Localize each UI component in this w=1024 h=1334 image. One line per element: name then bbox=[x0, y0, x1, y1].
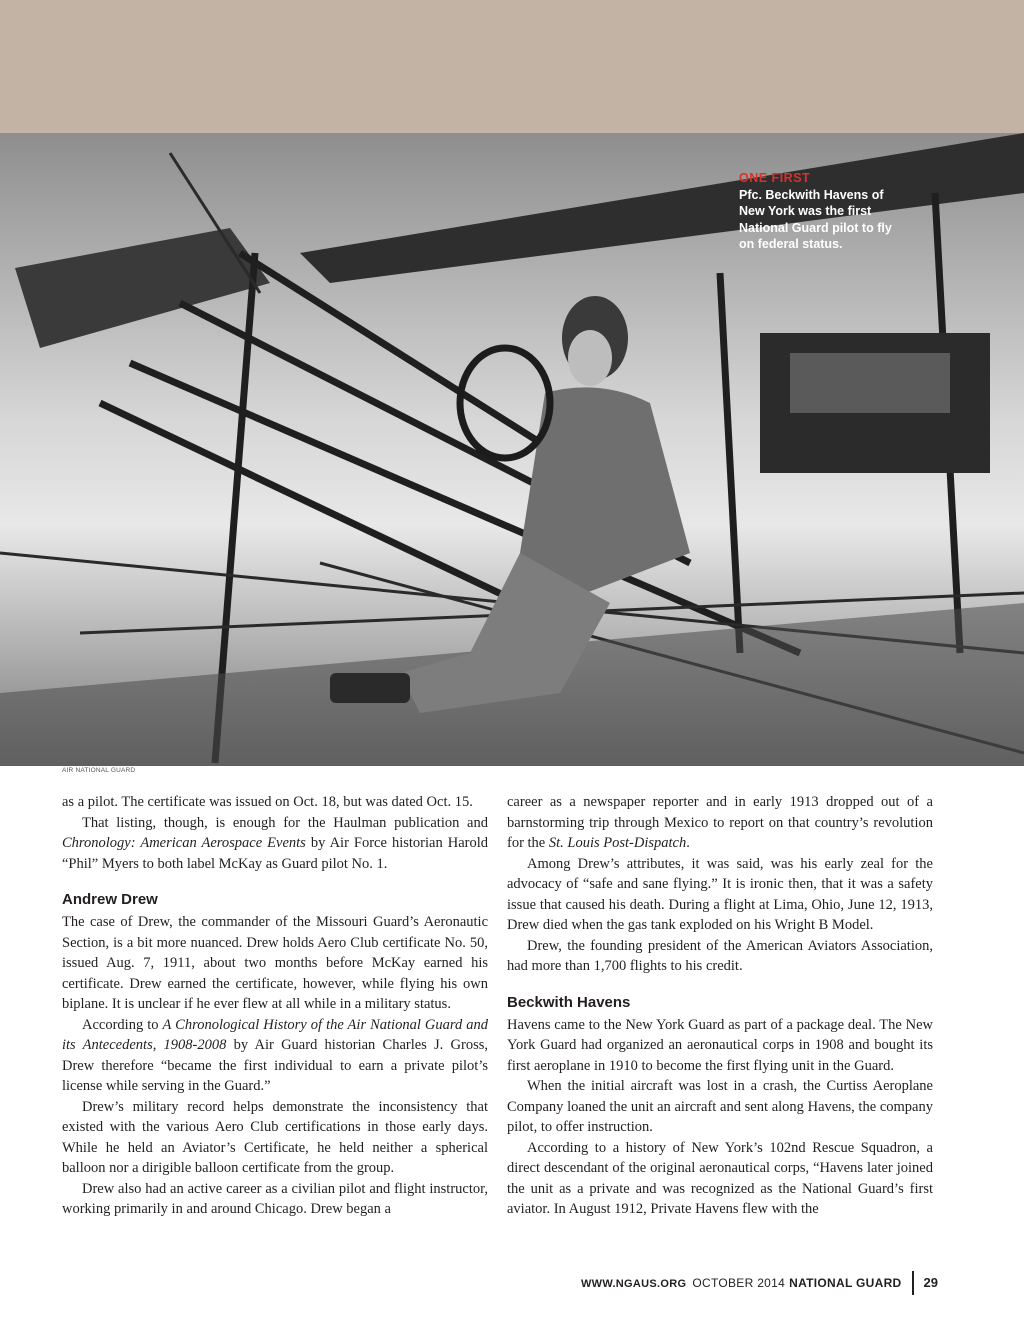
paragraph: The case of Drew, the commander of the Missouri Guard’s Aeronautic Section, is a bit more nuanced. Drew holds Aero Club certificate No. 50, issued Aug. 7, 1911, about two months before McKay earned his certificate. Drew earned the certificate, however, while flying his own biplane. It is unclear if he ever flew at all while in a military status. bbox=[62, 914, 488, 1012]
photo-caption bbox=[739, 170, 909, 253]
paragraph: Among Drew’s attributes, it was said, was his early zeal for the advocacy of “safe and sane flying.” It is ironic then, that it was a safety issue that caused his death. During a flight at Lima, Ohio, June 12, 1913, Drew died when the gas tank exploded on his Wright B Model. bbox=[507, 855, 933, 933]
footer-website: WWW.NGAUS.ORG bbox=[581, 1278, 687, 1290]
paragraph: as a pilot. The certificate was issued on Oct. 18, but was dated Oct. 15. bbox=[62, 794, 473, 810]
photo-credit: AIR NATIONAL GUARD bbox=[62, 767, 136, 774]
paragraph: According to A Chronological History of the Air National Guard and its Antecedents, 1908-2008 by Air Guard historian Charles J. Gross, Drew therefore “became the first individual to earn a private pilot’s license while serving in the Guard.” bbox=[62, 1016, 488, 1094]
section-heading: Andrew Drew bbox=[62, 891, 158, 908]
paragraph: That listing, though, is enough for the Haulman publication and Chronology: American Aerospace Events by Air Force historian Harold “Phil” Myers to both label McKay as Guard pilot No. 1. bbox=[62, 814, 488, 872]
page-number: 29 bbox=[923, 1275, 938, 1290]
page-footer bbox=[581, 1271, 938, 1295]
section-heading: Beckwith Havens bbox=[507, 993, 631, 1011]
footer-divider bbox=[912, 1271, 914, 1295]
footer-issue-date: OCTOBER 2014 bbox=[692, 1276, 786, 1290]
publication-title: A Chronological History of the Air National Guard and its Antecedents, 1908-2008 bbox=[62, 1016, 488, 1053]
caption-text: Pfc. Beckwith Havens of New York was the first National Guard pilot to fly on federal status. bbox=[739, 187, 892, 251]
paragraph: When the initial aircraft was lost in a crash, the Curtiss Aeroplane Company loaned the unit an aircraft and sent along Havens, the company pilot, to offer instruction. bbox=[507, 1078, 933, 1135]
footer-publication: NATIONAL GUARD bbox=[789, 1276, 902, 1290]
paragraph: Drew, the founding president of the American Aviators Association, had more than 1,700 flights to his credit. bbox=[507, 937, 933, 974]
publication-title: St. Louis Post-Dispatch bbox=[548, 835, 687, 851]
paragraph: Drew’s military record helps demonstrate the inconsistency that existed with the various Aero Club certifications in those early days. While he held an Aviator’s Certificate, he held neither a spherical balloon nor a dirigible balloon certificate from the group. bbox=[62, 1098, 488, 1176]
top-color-band bbox=[0, 0, 1024, 133]
paragraph: Drew also had an active career as a civilian pilot and flight instructor, working primarily in and around Chicago. Drew began a bbox=[62, 1180, 488, 1217]
caption-kicker: ONE FIRST bbox=[739, 171, 811, 185]
article-column-right bbox=[507, 792, 933, 1220]
publication-title: Chronology: American Aerospace Events bbox=[62, 835, 306, 851]
paragraph: Havens came to the New York Guard as part of a package deal. The New York Guard had organized an aeronautical corps in 1908 and bought its first aeroplane in 1910 to become the first flying unit in the Guard. bbox=[507, 1016, 933, 1074]
paragraph: career as a newspaper reporter and in early 1913 dropped out of a barnstorming trip through Mexico to report on that country’s revolution for the St. Louis Post-Dispatch. bbox=[507, 794, 933, 851]
paragraph: According to a history of New York’s 102nd Rescue Squadron, a direct descendant of the original aeronautical corps, “Havens later joined the unit as a private and was recognized as the National Guard’s first aviator. In August 1912, Private Havens flew with the bbox=[507, 1139, 933, 1217]
article-column-left bbox=[62, 792, 488, 1220]
